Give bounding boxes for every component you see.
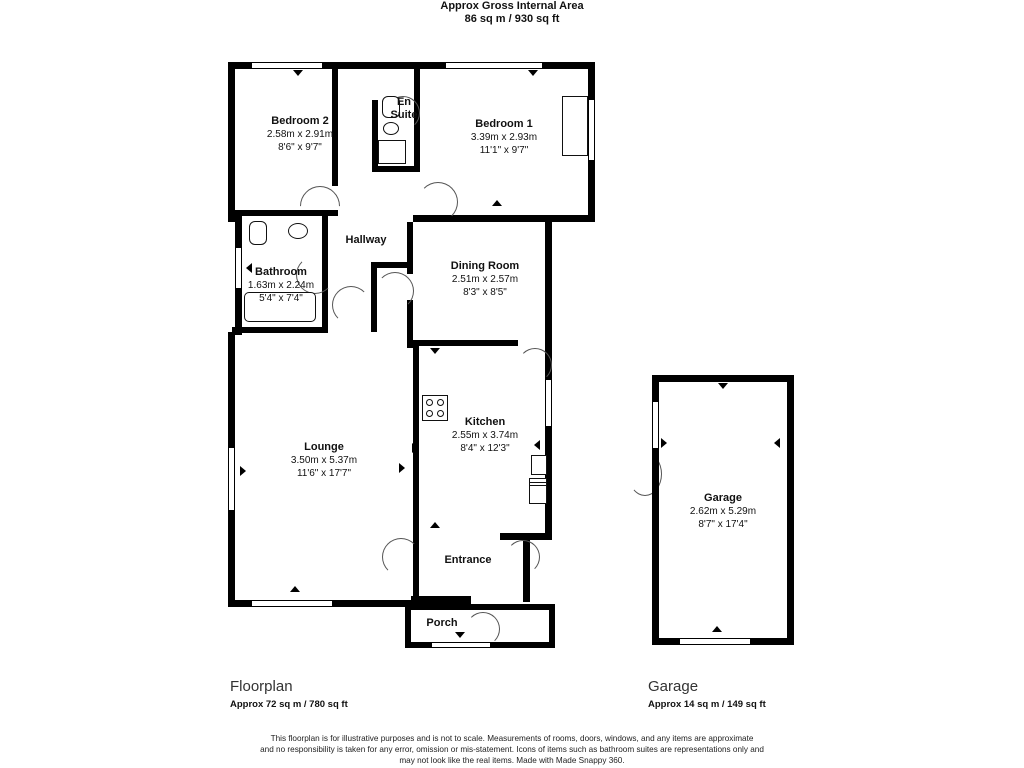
shower-tray-icon-ensuite (378, 140, 406, 164)
door-arc-hall-dining (376, 272, 414, 310)
room-name-ensuite-line1: En (396, 96, 412, 108)
marker-porch-bottom (455, 632, 465, 638)
room-name-bedroom1: Bedroom 1 (475, 118, 533, 130)
wall-hall-dining-2 (371, 262, 413, 268)
room-label-dining (420, 260, 550, 299)
disclaimer-line-3: may not look like the real items. Made with Made Snappy 360. (399, 756, 625, 765)
window-bedroom1-right (588, 100, 595, 160)
wall-dining-bottom (413, 340, 518, 346)
room-metric-kitchen: 2.55m x 3.74m (451, 430, 519, 441)
marker-garage-bottom (712, 626, 722, 632)
door-arc-entrance-left (382, 538, 420, 576)
marker-garage-right (774, 438, 780, 448)
room-label-bathroom (222, 266, 340, 305)
wall-lounge-kitchen (413, 340, 419, 540)
floorplan-footer-area: Approx 72 sq m / 780 sq ft (230, 699, 348, 710)
room-metric-garage: 2.62m x 5.29m (689, 506, 757, 517)
room-name-entrance: Entrance (444, 554, 492, 566)
room-name-hallway: Hallway (345, 234, 387, 246)
marker-garage-left (661, 438, 667, 448)
room-imperial-bedroom1: 11'1" x 9'7" (479, 145, 529, 156)
floorplan-footer-title: Floorplan (230, 678, 293, 695)
window-lounge-left (228, 448, 235, 510)
floorplan-footer (230, 678, 348, 710)
gross-area-header (0, 0, 1024, 26)
room-imperial-bathroom: 5'4" x 7'4" (259, 293, 303, 304)
sink-icon (531, 455, 547, 475)
marker-bedroom1-bottom (492, 200, 502, 206)
wall-bottom-right (500, 533, 552, 540)
garage-footer-title: Garage (648, 678, 699, 695)
hob-burner-1 (426, 399, 433, 406)
window-garage-left-upper (652, 402, 659, 448)
marker-lounge-kitchen (399, 463, 405, 473)
room-label-ensuite (378, 96, 430, 122)
basin-icon-bathroom (288, 223, 308, 239)
room-name-kitchen: Kitchen (464, 416, 506, 428)
counter-icon-kitchen (529, 482, 547, 486)
room-metric-bathroom: 1.63m x 2.24m (247, 280, 315, 291)
room-label-porch (405, 617, 479, 630)
window-lounge-bottom (252, 600, 332, 607)
hob-burner-2 (437, 399, 444, 406)
marker-kitchen-top (430, 348, 440, 354)
window-bedroom2-top (252, 62, 322, 69)
window-kitchen-right (545, 380, 552, 426)
room-label-entrance (420, 554, 516, 567)
toilet-icon-bathroom (249, 221, 267, 245)
wall-ensuite-bottom (372, 166, 420, 172)
room-name-garage: Garage (704, 492, 742, 504)
door-arc-bedroom1 (418, 182, 458, 222)
room-label-bedroom2 (235, 115, 365, 154)
room-name-bedroom2: Bedroom 2 (271, 115, 329, 127)
disclaimer-line-2: and no responsibility is taken for any error, omission or mis-statement. Icons of items such as bathroom suites are representations only and (260, 745, 764, 754)
room-metric-bedroom1: 3.39m x 2.93m (470, 132, 538, 143)
wall-porch-top (405, 604, 555, 610)
window-garage-bottom (680, 638, 750, 645)
room-label-garage (655, 492, 791, 531)
room-name-dining: Dining Room (450, 260, 520, 272)
room-metric-lounge: 3.50m x 5.37m (290, 455, 358, 466)
room-name-porch: Porch (426, 617, 458, 629)
disclaimer-line-1: This floorplan is for illustrative purposes and is not to scale. Measurements of rooms, doors, windows, and any items are approximate (270, 734, 754, 743)
room-name-lounge: Lounge (304, 441, 344, 453)
door-arc-dining-kitchen (518, 348, 552, 382)
marker-kitchen-left (412, 443, 418, 453)
room-imperial-dining: 8'3" x 8'5" (463, 287, 507, 298)
wall-entrance-bottom-left (411, 596, 471, 604)
gross-area-line2: 86 sq m / 930 sq ft (464, 13, 560, 25)
room-metric-dining: 2.51m x 2.57m (451, 274, 519, 285)
room-label-hallway (318, 234, 414, 247)
room-label-bedroom1 (434, 118, 574, 157)
garage-footer (648, 678, 766, 710)
room-name-bathroom: Bathroom (255, 266, 307, 278)
marker-bedroom2-top (293, 70, 303, 76)
wall-left-upper (228, 62, 235, 222)
room-label-kitchen (425, 416, 545, 455)
marker-lounge-bottom (290, 586, 300, 592)
room-name-ensuite-line2: Suite (390, 109, 418, 121)
gross-area-line1: Approx Gross Internal Area (440, 0, 584, 12)
wall-bathroom-bottom (232, 327, 328, 333)
room-imperial-kitchen: 8'4" x 12'3" (460, 443, 510, 454)
room-label-lounge (258, 441, 390, 480)
basin-icon-ensuite (383, 122, 399, 135)
marker-lounge-left (240, 466, 246, 476)
marker-kitchen-bottom (430, 522, 440, 528)
window-bedroom1-top (446, 62, 542, 69)
room-metric-bedroom2: 2.58m x 2.91m (266, 129, 334, 140)
wall-garage-top (652, 375, 794, 382)
disclaimer (0, 733, 1024, 766)
room-imperial-bedroom2: 8'6" x 9'7" (278, 142, 322, 153)
room-imperial-garage: 8'7" x 17'4" (698, 519, 748, 530)
garage-footer-area: Approx 14 sq m / 149 sq ft (648, 699, 766, 710)
marker-bedroom1-top (528, 70, 538, 76)
marker-garage-top (718, 383, 728, 389)
room-imperial-lounge: 11'6" x 17'7" (296, 468, 352, 479)
